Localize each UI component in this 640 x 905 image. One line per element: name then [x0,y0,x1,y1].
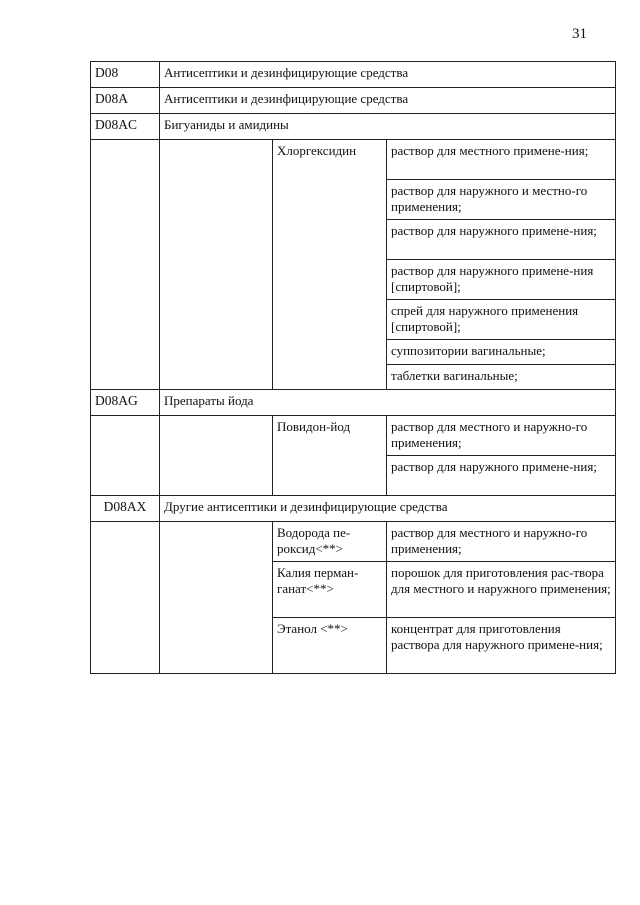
dosage-form: суппозитории вагинальные; [387,340,616,365]
empty-cell [91,416,160,496]
dosage-form: раствор для местного примене-ния; [387,140,616,180]
table-row [91,88,616,114]
table-row [91,62,616,88]
dosage-form: раствор для наружного примене-ния; [387,456,616,496]
atc-table [90,61,616,674]
drug-name: Этанол <**> [273,618,387,674]
page-number: 31 [572,26,587,42]
group-title: Антисептики и дезинфицирующие средства [160,88,616,114]
table-row [91,496,616,522]
empty-cell [160,522,273,674]
dosage-form: концентрат для приготовления раствора для наружного примене-ния; [387,618,616,674]
table-row [91,114,616,140]
dosage-form: раствор для местного и наружно-го применения; [387,416,616,456]
table-row [91,522,616,562]
table-row [91,416,616,456]
empty-cell [160,140,273,390]
dosage-form: раствор для наружного примене-ния [спиртовой]; [387,260,616,300]
table-row [91,390,616,416]
dosage-form: порошок для приготовления рас-твора для местного и наружного применения; [387,562,616,618]
drug-name: Водорода пе-роксид<**> [273,522,387,562]
empty-cell [91,140,160,390]
dosage-form: таблетки вагинальные; [387,365,616,390]
empty-cell [91,522,160,674]
dosage-form: раствор для наружного и местно-го применения; [387,180,616,220]
dosage-form: раствор для местного и наружно-го применения; [387,522,616,562]
atc-code: D08AC [91,114,160,140]
group-title: Бигуаниды и амидины [160,114,616,140]
group-title: Препараты йода [160,390,616,416]
drug-name: Хлоргексидин [273,140,387,390]
empty-cell [160,416,273,496]
atc-code: D08AG [91,390,160,416]
dosage-form: раствор для наружного примене-ния; [387,220,616,260]
atc-code: D08 [91,62,160,88]
drug-name: Калия перман-ганат<**> [273,562,387,618]
group-title: Другие антисептики и дезинфицирующие средства [160,496,616,522]
dosage-form: спрей для наружного применения [спиртовой]; [387,300,616,340]
drug-name: Повидон-йод [273,416,387,496]
group-title: Антисептики и дезинфицирующие средства [160,62,616,88]
atc-code: D08A [91,88,160,114]
table-row [91,140,616,180]
atc-code: D08AX [91,496,160,522]
